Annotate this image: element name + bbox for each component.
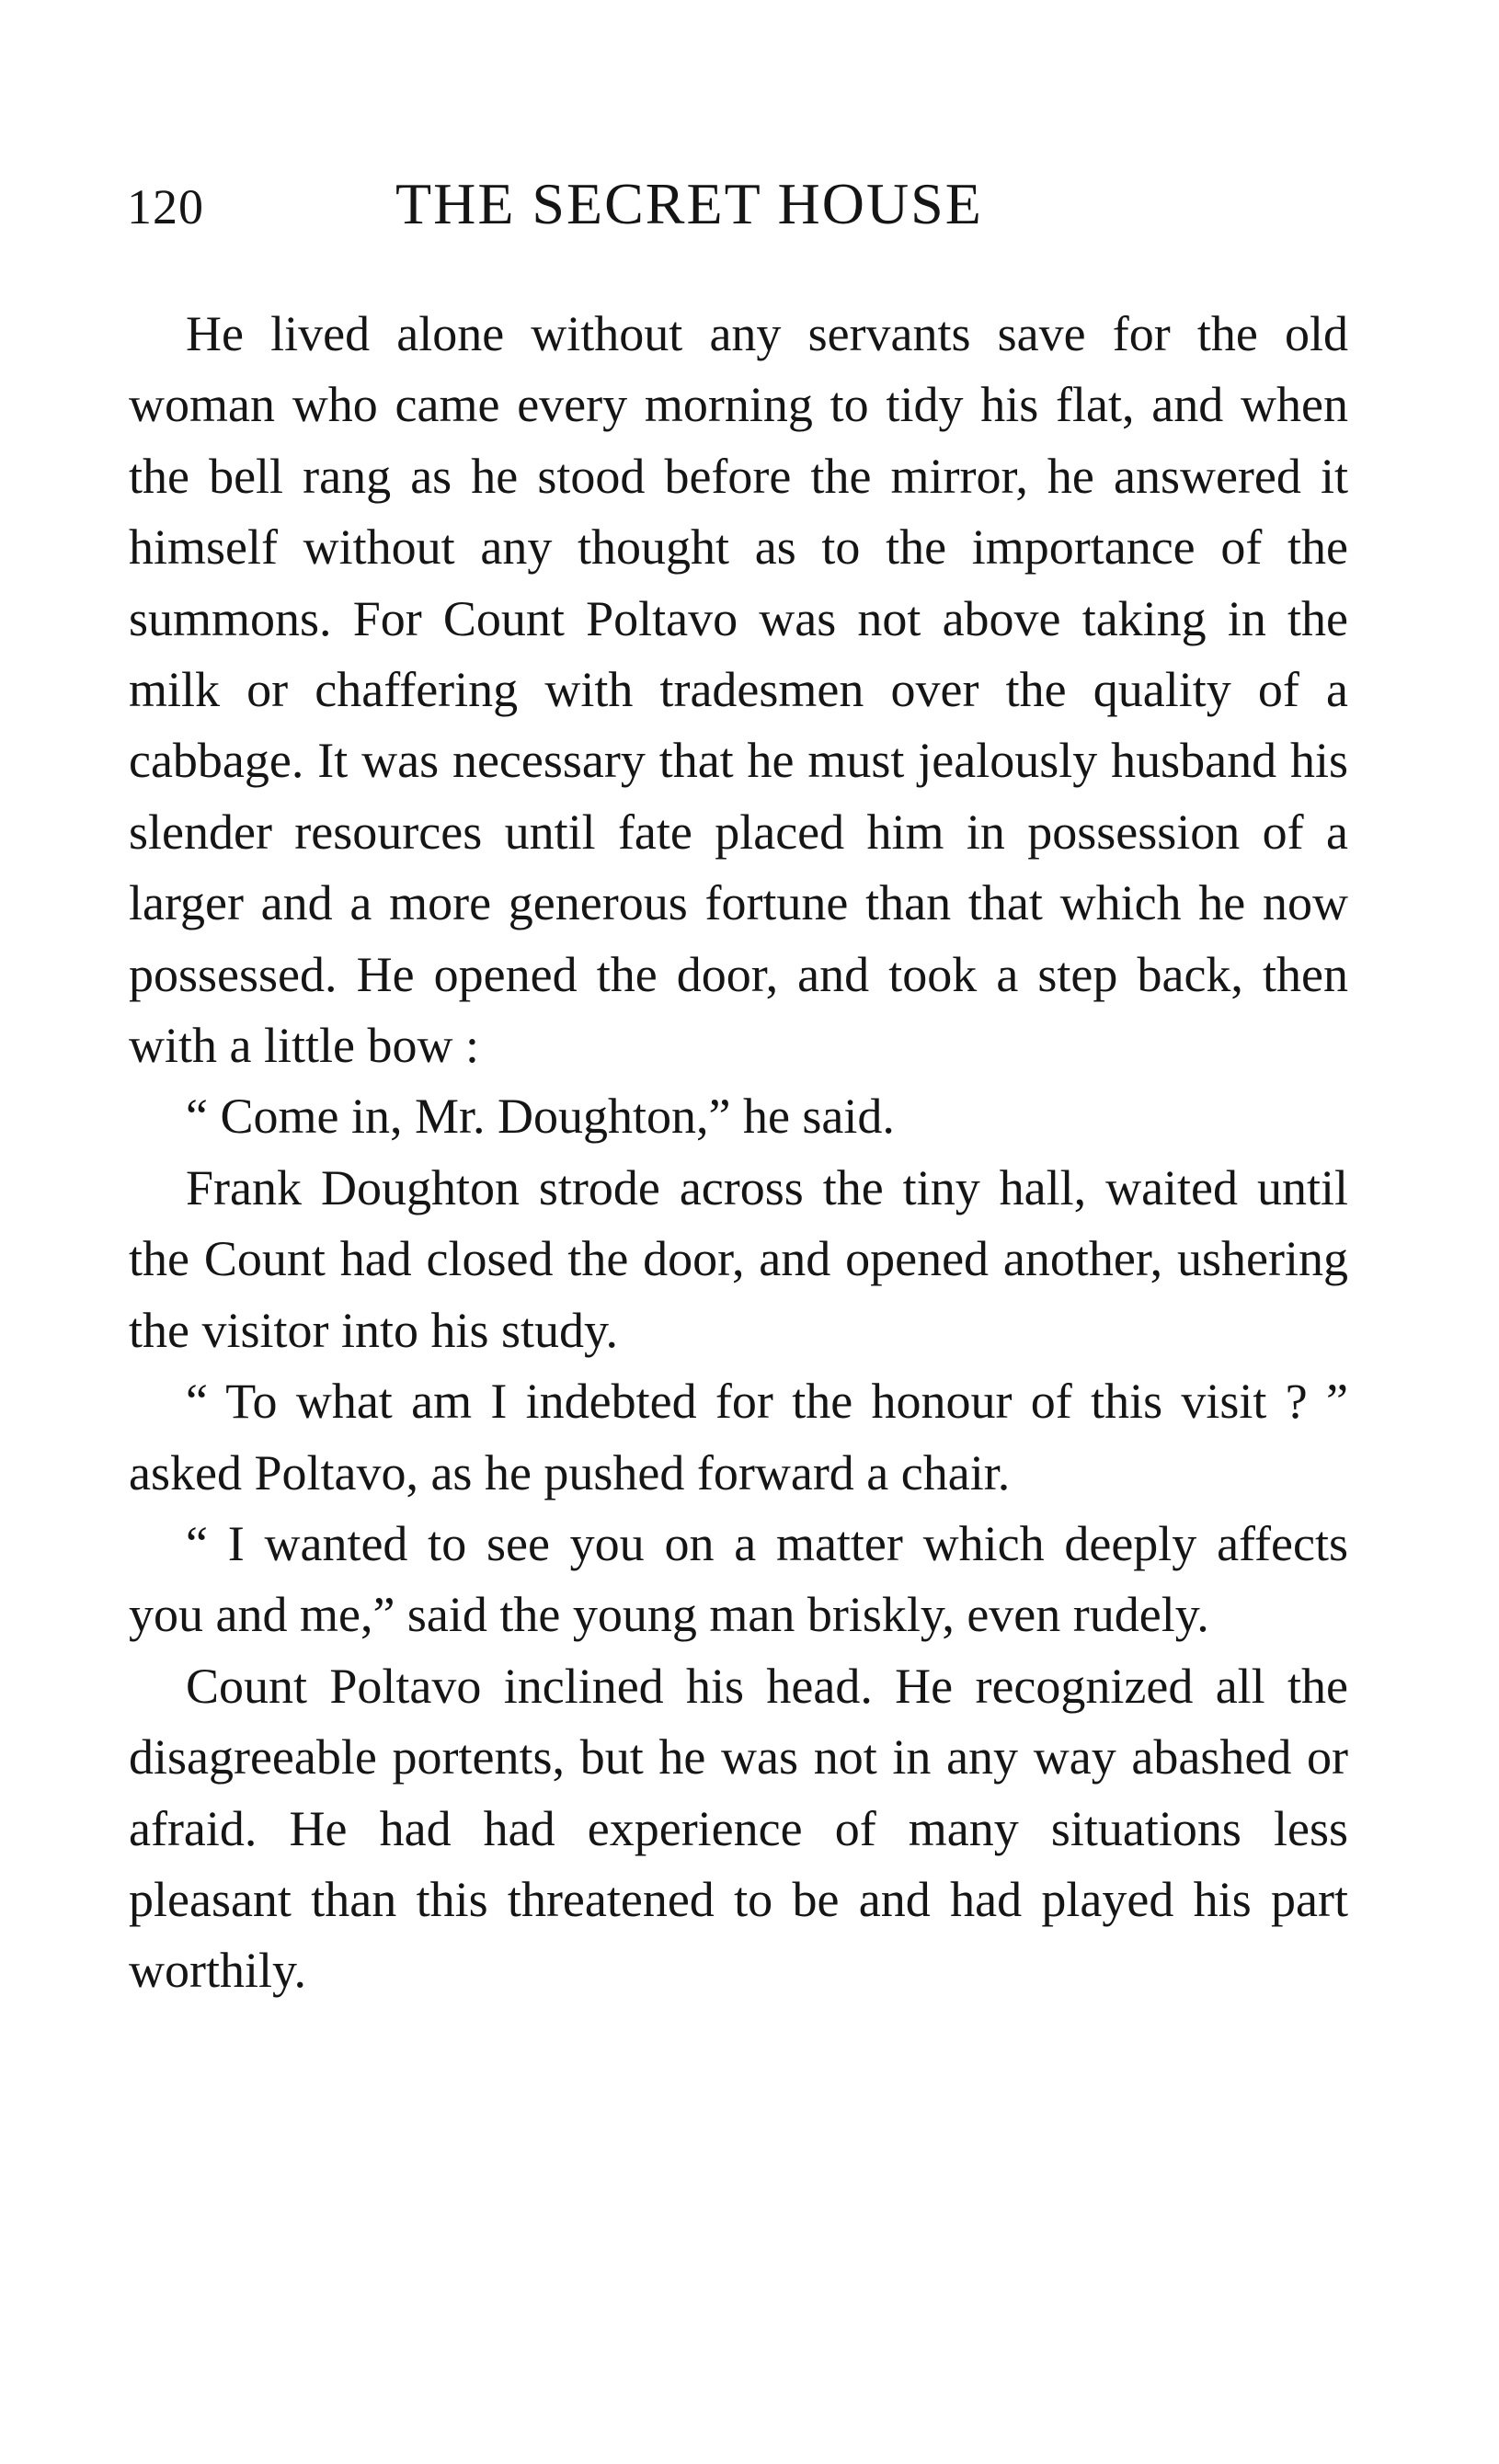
running-head bbox=[127, 171, 1350, 248]
paragraph: “ I wanted to see you on a matter which deeply affects you and me,” said the young man briskly, even rudely. bbox=[129, 1515, 1348, 1643]
paragraph: Frank Doughton strode across the tiny hall, waited until the Count had closed the door, and opened another, ushering the visitor into his study. bbox=[129, 1159, 1348, 1358]
paragraph: “ To what am I indebted for the honour of this visit ? ” asked Poltavo, as he pushed forward a chair. bbox=[129, 1374, 1348, 1500]
paragraph: Count Poltavo inclined his head. He recognized all the disagreeable portents, but he was not in any way abashed or afraid. He had had experience of many situations less pleasant than this threatened to be and had played his part worthily. bbox=[129, 1658, 1348, 1999]
body-text bbox=[129, 299, 1348, 2007]
running-title: THE SECRET HOUSE bbox=[395, 171, 983, 236]
paragraph: “ Come in, Mr. Doughton,” he said. bbox=[186, 1089, 895, 1145]
paragraph: He lived alone without any servants save for the old woman who came every morning to tidy his flat, and when the bell rang as he stood before the mirror, he answered it himself without any thought as to the importance of the summons. For Count Poltavo was not above taking in the milk or chaffering with tradesmen over the quality of a cabbage. It was necessary that he must jealously husband his slender resources until fate placed him in possession of a larger and a more generous fortune than that which he now possessed. He opened the door, and took a step back, then with a little bow : bbox=[129, 306, 1348, 1074]
page-number: 120 bbox=[127, 179, 204, 234]
